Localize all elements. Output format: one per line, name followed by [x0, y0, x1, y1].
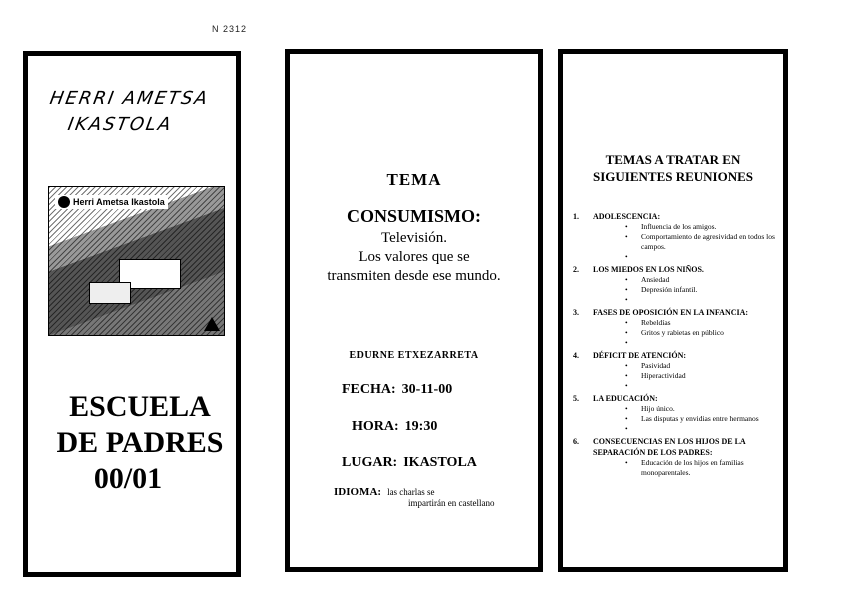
school-name-line1: HERRI AMETSA [48, 88, 211, 109]
topics-panel [558, 49, 788, 572]
cover-title-year: 00/01 [93, 462, 163, 495]
list-item: • Las disputas y envidias entre hermanos [625, 414, 783, 424]
list-item: • Depresión infantil. [625, 285, 783, 295]
section-title: LA EDUCACIÓN: [593, 394, 658, 403]
list-item: • Ansiedad [625, 275, 783, 285]
bullet-icon [625, 295, 641, 305]
topic-section [573, 211, 783, 262]
topic-section [573, 350, 783, 391]
list-item: • Hiperactividad [625, 371, 783, 381]
section-title: CONSECUENCIAS EN LOS HIJOS DE LA SEPARACIÓN DE LOS PADRES: [593, 437, 746, 457]
school-name-line2: IKASTOLA [66, 114, 175, 135]
school-photo [48, 186, 225, 336]
topic-section [573, 264, 783, 305]
school-logo-icon [58, 196, 70, 208]
list-item [625, 252, 783, 262]
cover-title-line1: ESCUELA [69, 390, 211, 423]
section-number: 5. [573, 394, 579, 403]
document-stamp: N 2312 [212, 24, 248, 34]
bullet-icon [625, 222, 641, 232]
date-label: FECHA: [342, 382, 396, 397]
cover-title-line2: DE PADRES [56, 426, 224, 459]
bullet-icon [625, 371, 641, 381]
bullet-icon [625, 328, 641, 338]
subtopic-line: Televisión. [380, 230, 448, 246]
subtopic-line: transmiten desde ese mundo. [327, 268, 501, 284]
bullet-icon [625, 414, 641, 424]
speaker-name: EDURNE ETXEZARRETA [349, 350, 479, 361]
list-item [625, 424, 783, 434]
section-number: 2. [573, 265, 579, 274]
subtopic-line: Los valores que se [358, 249, 470, 265]
bullet-icon [625, 318, 641, 328]
topic-section [573, 307, 783, 348]
time-value: 19:30 [404, 419, 438, 434]
topic-section [573, 436, 783, 478]
bullet-icon [625, 424, 641, 434]
bullet-icon [625, 232, 641, 252]
section-title: LOS MIEDOS EN LOS NIÑOS. [593, 265, 704, 274]
time-info [352, 419, 437, 435]
time-label: HORA: [352, 419, 399, 434]
section-number: 3. [573, 308, 579, 317]
list-item: • Influencia de los amigos. [625, 222, 783, 232]
photo-caption-text: Herri Ametsa Ikastola [73, 197, 165, 207]
bullet-icon [625, 361, 641, 371]
tema-heading: TEMA [386, 170, 442, 189]
list-item: • Pasividad [625, 361, 783, 371]
topics-list [573, 211, 783, 480]
place-info [342, 455, 477, 471]
topics-heading-line2: SIGUIENTES REUNIONES [592, 169, 754, 184]
list-item: • Gritos y rabietas en público [625, 328, 783, 338]
language-value: las charlas se [387, 487, 435, 497]
place-value: IKASTOLA [403, 455, 477, 470]
bullet-icon [625, 381, 641, 391]
list-item [625, 295, 783, 305]
date-value: 30-11-00 [401, 382, 453, 397]
topic-title: CONSUMISMO: [347, 206, 481, 226]
section-title: DÉFICIT DE ATENCIÓN: [593, 351, 687, 360]
place-label: LUGAR: [342, 455, 398, 470]
section-title: ADOLESCENCIA: [593, 212, 661, 221]
section-title: FASES DE OPOSICIÓN EN LA INFANCIA: [593, 308, 749, 317]
language-value: impartirán en castellano [408, 498, 495, 508]
section-number: 1. [573, 212, 579, 221]
list-item: • Educación de los hijos en familias monoparentales. [625, 458, 783, 478]
topic-section [573, 393, 783, 434]
photo-caption [55, 195, 168, 209]
bullet-icon [625, 338, 641, 348]
list-item [625, 338, 783, 348]
list-item: • Comportamiento de agresividad en todos los campos. [625, 232, 783, 252]
cover-panel [23, 51, 241, 577]
bullet-icon [625, 285, 641, 295]
language-label: IDIOMA: [334, 486, 382, 498]
list-item: • Rebeldías [625, 318, 783, 328]
bullet-icon [625, 404, 641, 414]
date-info [342, 382, 452, 398]
bullet-icon [625, 458, 641, 478]
topics-heading [563, 151, 783, 185]
section-number: 6. [573, 437, 579, 446]
event-panel [285, 49, 543, 572]
triangle-logo-icon [204, 317, 220, 331]
section-number: 4. [573, 351, 579, 360]
bullet-icon [625, 275, 641, 285]
building-shape [89, 282, 131, 304]
bullet-icon [625, 252, 641, 262]
list-item: • Hijo único. [625, 404, 783, 414]
language-info [334, 486, 494, 508]
topics-heading-line1: TEMAS A TRATAR EN [605, 152, 741, 167]
list-item [625, 381, 783, 391]
